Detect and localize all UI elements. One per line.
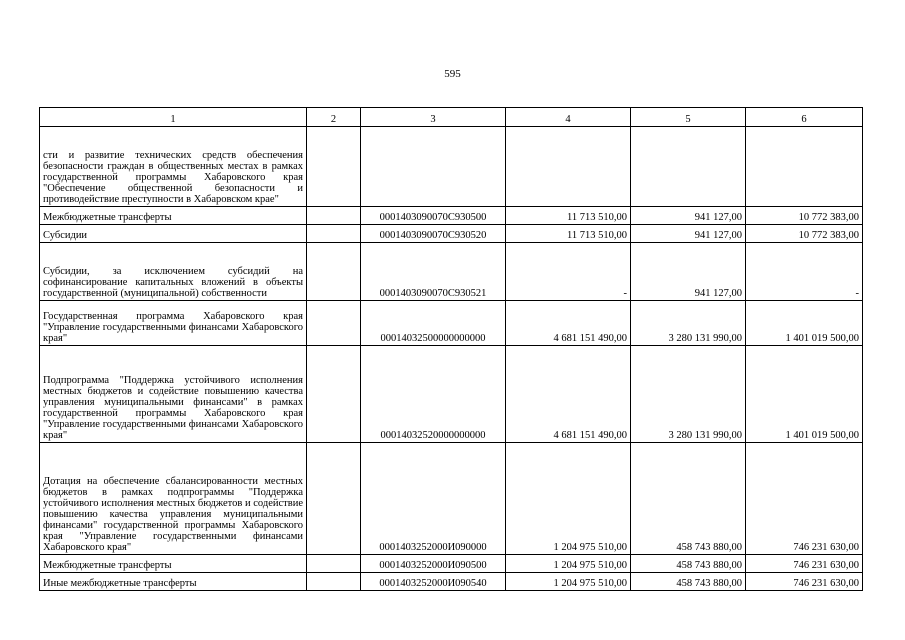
- row-sum-col6: 10 772 383,00: [746, 225, 863, 243]
- row-empty-cell: [307, 555, 361, 573]
- row-sum-col5: 941 127,00: [631, 225, 746, 243]
- row-name: сти и развитие технических средств обеспечения безопасности граждан в общественных местах в рамках государственной программы Хабаровского края "Обеспечение общественной безопасности и противодействие преступности в Хабаровском крае": [40, 127, 307, 207]
- table-row: [40, 346, 863, 443]
- row-sum-col5: 3 280 131 990,00: [631, 346, 746, 443]
- table-row: [40, 127, 863, 207]
- row-sum-col6: 746 231 630,00: [746, 555, 863, 573]
- column-header: 6: [746, 108, 863, 127]
- row-sum-col6: -: [746, 243, 863, 301]
- table-row: [40, 301, 863, 346]
- row-sum-col5: 941 127,00: [631, 243, 746, 301]
- row-sum-col4: 4 681 151 490,00: [506, 346, 631, 443]
- row-code: 0001403252000И090000: [361, 443, 506, 555]
- table-row: [40, 225, 863, 243]
- row-sum-col5: 941 127,00: [631, 207, 746, 225]
- row-sum-col4: -: [506, 243, 631, 301]
- table-row: [40, 207, 863, 225]
- table-row: [40, 443, 863, 555]
- page-number: 595: [444, 68, 461, 80]
- row-code: 00014032520000000000: [361, 346, 506, 443]
- row-sum-col5: 458 743 880,00: [631, 573, 746, 591]
- row-empty-cell: [307, 207, 361, 225]
- table-row: [40, 243, 863, 301]
- row-empty-cell: [307, 443, 361, 555]
- column-header: 3: [361, 108, 506, 127]
- row-sum-col4: 4 681 151 490,00: [506, 301, 631, 346]
- table-row: [40, 573, 863, 591]
- row-code: 0001403090070С930521: [361, 243, 506, 301]
- row-name: Межбюджетные трансферты: [40, 555, 307, 573]
- row-code: 0001403090070С930520: [361, 225, 506, 243]
- row-code: 00014032500000000000: [361, 301, 506, 346]
- row-sum-col4: 11 713 510,00: [506, 225, 631, 243]
- row-sum-col4: 11 713 510,00: [506, 207, 631, 225]
- row-sum-col6: 10 772 383,00: [746, 207, 863, 225]
- row-name: Субсидии: [40, 225, 307, 243]
- column-header: 4: [506, 108, 631, 127]
- row-code: 0001403090070С930500: [361, 207, 506, 225]
- row-empty-cell: [307, 225, 361, 243]
- row-sum-col6: 1 401 019 500,00: [746, 346, 863, 443]
- table-row: [40, 555, 863, 573]
- row-name: Дотация на обеспечение сбалансированности местных бюджетов в рамках подпрограммы "Поддержка устойчивого исполнения местных бюджетов и содействие повышению качества управления муниципальными финансами" государственной программы Хабаровского края "Управление государственными финансами Хабаровского края": [40, 443, 307, 555]
- row-code: 0001403252000И090540: [361, 573, 506, 591]
- row-empty-cell: [307, 346, 361, 443]
- row-sum-col5: 3 280 131 990,00: [631, 301, 746, 346]
- row-sum-col6: [746, 127, 863, 207]
- row-name: Подпрограмма "Поддержка устойчивого исполнения местных бюджетов и содействие повышению качества управления муниципальными финансами" в рамках государственной программы Хабаровского края "Управление государственными финансами Хабаровского края": [40, 346, 307, 443]
- row-empty-cell: [307, 127, 361, 207]
- row-name: Субсидии, за исключением субсидий на софинансирование капитальных вложений в объекты государственной (муниципальной) собственности: [40, 243, 307, 301]
- column-header: 1: [40, 108, 307, 127]
- row-sum-col6: 1 401 019 500,00: [746, 301, 863, 346]
- row-sum-col5: 458 743 880,00: [631, 443, 746, 555]
- row-sum-col5: [631, 127, 746, 207]
- row-sum-col4: [506, 127, 631, 207]
- row-sum-col4: 1 204 975 510,00: [506, 443, 631, 555]
- column-header: 2: [307, 108, 361, 127]
- row-code: 0001403252000И090500: [361, 555, 506, 573]
- row-sum-col4: 1 204 975 510,00: [506, 573, 631, 591]
- row-empty-cell: [307, 243, 361, 301]
- budget-table: [39, 107, 863, 591]
- column-header: 5: [631, 108, 746, 127]
- row-code: [361, 127, 506, 207]
- row-name: Иные межбюджетные трансферты: [40, 573, 307, 591]
- row-sum-col6: 746 231 630,00: [746, 443, 863, 555]
- row-name: Межбюджетные трансферты: [40, 207, 307, 225]
- row-empty-cell: [307, 301, 361, 346]
- row-sum-col6: 746 231 630,00: [746, 573, 863, 591]
- row-empty-cell: [307, 573, 361, 591]
- row-sum-col4: 1 204 975 510,00: [506, 555, 631, 573]
- table-header-row: [40, 108, 863, 127]
- row-sum-col5: 458 743 880,00: [631, 555, 746, 573]
- row-name: Государственная программа Хабаровского края "Управление государственными финансами Хабаровского края": [40, 301, 307, 346]
